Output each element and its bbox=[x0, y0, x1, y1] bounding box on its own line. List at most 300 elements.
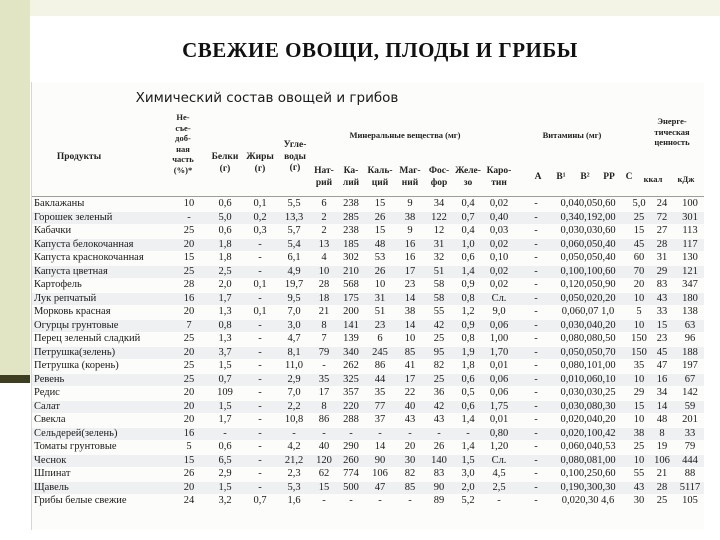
cell-pp: 10 bbox=[633, 454, 645, 466]
cell-p: 58 bbox=[433, 292, 445, 304]
cell-b: 0,010,060,10 bbox=[560, 373, 616, 385]
cell-w: 16 bbox=[183, 427, 195, 439]
cell-k: - bbox=[349, 427, 353, 439]
cell-c: 2,3 bbox=[287, 468, 301, 479]
row-product-name: Лук репчатый bbox=[34, 292, 97, 304]
cell-ca: 6 bbox=[377, 333, 383, 344]
header-ca: Каль- ций bbox=[367, 166, 393, 188]
cell-w: 25 bbox=[183, 225, 195, 236]
cell-ca: - bbox=[378, 495, 382, 506]
header-vit-a: А bbox=[534, 172, 542, 182]
cell-b: 0,030,030,60 bbox=[560, 225, 616, 236]
cell-b: 0,060,07 1,0 bbox=[561, 306, 615, 317]
cell-mg: 16 bbox=[404, 238, 416, 250]
cell-ca: 14 bbox=[374, 441, 386, 452]
cell-car: 1,20 bbox=[489, 441, 509, 452]
cell-w: 20 bbox=[183, 387, 195, 398]
cell-f: 0,1 bbox=[253, 198, 267, 209]
cell-pp: 10 bbox=[633, 414, 645, 425]
cell-na: 10 bbox=[318, 265, 330, 277]
cell-na: 35 bbox=[318, 373, 330, 385]
cell-a: - bbox=[534, 292, 538, 304]
cell-k: 238 bbox=[343, 198, 359, 209]
row-product-name: Горошек зеленый bbox=[34, 211, 113, 223]
cell-p: 95 bbox=[433, 346, 445, 358]
cell-k: 285 bbox=[343, 211, 359, 223]
cell-pp: 15 bbox=[633, 400, 645, 412]
cell-car: - bbox=[497, 495, 501, 506]
cell-kc: 24 bbox=[656, 198, 668, 209]
cell-kc: 28 bbox=[656, 481, 668, 493]
cell-f: - bbox=[258, 468, 262, 479]
cell-b: 0,190,300,30 bbox=[560, 481, 616, 493]
cell-na: - bbox=[322, 427, 326, 439]
cell-p: 36 bbox=[433, 387, 445, 398]
cell-fe: 1,4 bbox=[461, 414, 475, 425]
cell-kj: 130 bbox=[682, 252, 698, 263]
cell-b: 0,120,050,90 bbox=[560, 279, 616, 290]
cell-pr: 2,9 bbox=[218, 468, 232, 479]
cell-kc: 15 bbox=[656, 319, 668, 331]
cell-ca: 10 bbox=[374, 279, 386, 290]
cell-c: 21,2 bbox=[284, 454, 304, 466]
cell-w: 20 bbox=[183, 346, 195, 358]
cell-ca: 51 bbox=[374, 306, 386, 317]
cell-w: 26 bbox=[183, 468, 195, 479]
row-product-name: Шпинат bbox=[34, 468, 71, 479]
row-product-name: Чеснок bbox=[34, 454, 67, 466]
cell-fe: 0,5 bbox=[461, 387, 475, 398]
cell-k: 185 bbox=[343, 238, 359, 250]
header-minerals: Минеральные вещества (мг) bbox=[349, 130, 461, 140]
cell-fe: 1,5 bbox=[461, 454, 475, 466]
cell-fe: 0,4 bbox=[461, 198, 475, 209]
cell-a: - bbox=[534, 427, 538, 439]
cell-kj: 100 bbox=[682, 198, 698, 209]
cell-f: - bbox=[258, 333, 262, 344]
cell-kc: 106 bbox=[654, 454, 670, 466]
cell-f: - bbox=[258, 387, 262, 398]
header-vit-c: С bbox=[625, 172, 633, 182]
cell-pr: 1,7 bbox=[218, 414, 232, 425]
cell-mg: 23 bbox=[404, 279, 416, 290]
row-product-name: Свекла bbox=[34, 414, 66, 425]
cell-na: 15 bbox=[318, 481, 330, 493]
cell-na: 28 bbox=[318, 279, 330, 290]
cell-k: 220 bbox=[343, 400, 359, 412]
cell-kc: 34 bbox=[656, 387, 668, 398]
cell-k: 141 bbox=[343, 319, 359, 331]
cell-pr: 1,8 bbox=[218, 252, 232, 263]
cell-w: 25 bbox=[183, 265, 195, 277]
cell-na: 18 bbox=[318, 292, 330, 304]
cell-na: 7 bbox=[321, 333, 327, 344]
cell-ca: 86 bbox=[374, 360, 386, 371]
cell-car: 0,80 bbox=[489, 427, 509, 439]
cell-kj: 188 bbox=[682, 346, 698, 358]
cell-c: 3,0 bbox=[287, 319, 301, 331]
cell-kc: 19 bbox=[656, 441, 668, 452]
cell-kj: 444 bbox=[682, 454, 698, 466]
header-waste: Не- съе- доб- ная часть (%)* bbox=[172, 112, 194, 175]
cell-mg: 82 bbox=[404, 468, 416, 479]
cell-c: 4,9 bbox=[287, 265, 301, 277]
cell-k: 340 bbox=[343, 346, 359, 358]
cell-k: 200 bbox=[343, 306, 359, 317]
cell-f: - bbox=[258, 252, 262, 263]
cell-c: 7,0 bbox=[287, 387, 301, 398]
cell-k: - bbox=[349, 495, 353, 506]
cell-mg: 85 bbox=[404, 346, 416, 358]
cell-a: - bbox=[534, 454, 538, 466]
cell-pr: - bbox=[223, 427, 227, 439]
cell-f: 0,3 bbox=[253, 225, 267, 236]
cell-na: 17 bbox=[318, 387, 330, 398]
cell-kj: 180 bbox=[682, 292, 698, 304]
cell-k: 139 bbox=[343, 333, 359, 344]
row-product-name: Кабачки bbox=[34, 225, 72, 236]
cell-na: 8 bbox=[321, 400, 327, 412]
cell-k: 260 bbox=[343, 454, 359, 466]
cell-b: 0,030,030,25 bbox=[560, 387, 616, 398]
cell-kj: 138 bbox=[682, 306, 698, 317]
cell-p: 25 bbox=[433, 333, 445, 344]
cell-mg: 9 bbox=[407, 225, 413, 236]
cell-c: 5,7 bbox=[287, 225, 301, 236]
cell-fe: 0,6 bbox=[461, 252, 475, 263]
cell-fe: 0,9 bbox=[461, 319, 475, 331]
cell-p: 89 bbox=[433, 495, 445, 506]
cell-fe: 1,0 bbox=[461, 238, 475, 250]
cell-c: 19,7 bbox=[284, 279, 304, 290]
cell-ca: 15 bbox=[374, 198, 386, 209]
cell-a: - bbox=[534, 387, 538, 398]
cell-a: - bbox=[534, 414, 538, 425]
cell-kj: 79 bbox=[684, 441, 696, 452]
cell-na: 86 bbox=[318, 414, 330, 425]
cell-ca: 106 bbox=[372, 468, 388, 479]
cell-a: - bbox=[534, 373, 538, 385]
cell-car: 1,00 bbox=[489, 333, 509, 344]
header-carotene: Каро- тин bbox=[486, 166, 512, 188]
cell-pr: 1,8 bbox=[218, 238, 232, 250]
cell-b: 0,050,050,70 bbox=[560, 346, 616, 358]
row-product-name: Грибы белые свежие bbox=[34, 495, 127, 506]
cell-p: 12 bbox=[433, 225, 445, 236]
cell-ca: 35 bbox=[374, 387, 386, 398]
cell-na: 6 bbox=[321, 198, 327, 209]
cell-w: 20 bbox=[183, 414, 195, 425]
cell-pr: 3,7 bbox=[218, 346, 232, 358]
cell-pr: 3,2 bbox=[218, 495, 232, 506]
row-product-name: Редис bbox=[34, 387, 60, 398]
cell-k: 290 bbox=[343, 441, 359, 452]
cell-p: 42 bbox=[433, 400, 445, 412]
cell-ca: 77 bbox=[374, 400, 386, 412]
cell-ca: 47 bbox=[374, 481, 386, 493]
cell-kj: 113 bbox=[682, 225, 698, 236]
cell-pp: 38 bbox=[633, 427, 645, 439]
cell-na: 21 bbox=[318, 306, 330, 317]
cell-ca: - bbox=[378, 427, 382, 439]
cell-c: 4,2 bbox=[287, 441, 301, 452]
cell-w: 28 bbox=[183, 279, 195, 290]
cell-p: 34 bbox=[433, 198, 445, 209]
left-decor-rule bbox=[0, 375, 30, 383]
row-product-name: Картофель bbox=[34, 279, 82, 290]
cell-mg: - bbox=[408, 427, 412, 439]
cell-kj: 33 bbox=[684, 427, 696, 439]
cell-a: - bbox=[534, 238, 538, 250]
cell-c: 10,8 bbox=[284, 414, 304, 425]
cell-fe: 0,8 bbox=[461, 292, 475, 304]
cell-c: 9,5 bbox=[287, 292, 301, 304]
cell-car: 1,70 bbox=[489, 346, 509, 358]
cell-fe: 1,8 bbox=[461, 360, 475, 371]
header-protein: Белки (г) bbox=[211, 152, 239, 174]
row-product-name: Петрушка(зелень) bbox=[34, 346, 116, 358]
cell-fe: 2,0 bbox=[461, 481, 475, 493]
row-product-name: Огурцы грунтовые bbox=[34, 319, 119, 331]
cell-c: 7,0 bbox=[287, 306, 301, 317]
cell-w: 20 bbox=[183, 238, 195, 250]
cell-car: 0,02 bbox=[489, 238, 509, 250]
cell-pp: 150 bbox=[631, 346, 647, 358]
cell-kj: 96 bbox=[684, 333, 696, 344]
cell-pp: 150 bbox=[631, 333, 647, 344]
cell-kc: 23 bbox=[656, 333, 668, 344]
cell-car: 9,0 bbox=[492, 306, 506, 317]
cell-c: 8,1 bbox=[287, 346, 301, 358]
header-vit-pp: РР bbox=[603, 172, 615, 182]
cell-w: 15 bbox=[183, 454, 195, 466]
header-energy: Энерге- тическая ценность bbox=[654, 116, 690, 147]
cell-f: 0,7 bbox=[253, 495, 267, 506]
cell-p: 83 bbox=[433, 468, 445, 479]
cell-w: 25 bbox=[183, 333, 195, 344]
cell-a: - bbox=[534, 495, 538, 506]
cell-k: 302 bbox=[343, 252, 359, 263]
cell-kc: 31 bbox=[656, 252, 668, 263]
cell-b: 0,080,101,00 bbox=[560, 360, 616, 371]
cell-w: - bbox=[187, 211, 191, 223]
cell-ca: 245 bbox=[372, 346, 388, 358]
cell-car: Сл. bbox=[491, 454, 507, 466]
cell-k: 210 bbox=[343, 265, 359, 277]
cell-ca: 90 bbox=[374, 454, 386, 466]
cell-f: - bbox=[258, 373, 262, 385]
cell-ca: 23 bbox=[374, 319, 386, 331]
cell-car: 0,02 bbox=[489, 279, 509, 290]
cell-car: 0,06 bbox=[489, 373, 509, 385]
cell-na: 2 bbox=[321, 225, 327, 236]
cell-c: 5,5 bbox=[287, 198, 301, 209]
cell-f: - bbox=[258, 454, 262, 466]
cell-car: 0,01 bbox=[489, 414, 509, 425]
cell-kc: 45 bbox=[656, 346, 668, 358]
cell-a: - bbox=[534, 346, 538, 358]
table-header-rule bbox=[32, 196, 704, 197]
header-products: Продукты bbox=[56, 152, 102, 162]
cell-ca: 15 bbox=[374, 225, 386, 236]
cell-na: - bbox=[322, 495, 326, 506]
cell-fe: 5,2 bbox=[461, 495, 475, 506]
cell-kc: 25 bbox=[656, 495, 668, 506]
cell-k: 288 bbox=[343, 414, 359, 425]
cell-fe: - bbox=[466, 427, 470, 439]
row-product-name: Салат bbox=[34, 400, 60, 412]
cell-k: 774 bbox=[343, 468, 359, 479]
header-fat: Жиры (г) bbox=[246, 152, 274, 174]
cell-p: 43 bbox=[433, 414, 445, 425]
cell-w: 20 bbox=[183, 400, 195, 412]
cell-w: 15 bbox=[183, 252, 195, 263]
cell-mg: 85 bbox=[404, 481, 416, 493]
cell-car: 1,75 bbox=[489, 400, 509, 412]
cell-na: - bbox=[322, 360, 326, 371]
cell-pp: 29 bbox=[633, 387, 645, 398]
cell-w: 25 bbox=[183, 373, 195, 385]
header-vit-b2: В² bbox=[580, 172, 590, 182]
cell-pr: 109 bbox=[217, 387, 233, 398]
cell-pr: 0,6 bbox=[218, 225, 232, 236]
cell-kc: 21 bbox=[656, 468, 668, 479]
cell-fe: 3,0 bbox=[461, 468, 475, 479]
cell-c: 2,2 bbox=[287, 400, 301, 412]
cell-ca: 53 bbox=[374, 252, 386, 263]
cell-b: 0,020,30 4,6 bbox=[561, 495, 615, 506]
row-product-name: Томаты грунтовые bbox=[34, 441, 117, 452]
cell-f: - bbox=[258, 238, 262, 250]
header-mg: Маг- ний bbox=[399, 166, 421, 188]
cell-f: 0,2 bbox=[253, 211, 267, 223]
cell-p: 26 bbox=[433, 441, 445, 452]
cell-kc: 8 bbox=[659, 427, 665, 439]
cell-a: - bbox=[534, 333, 538, 344]
cell-k: 175 bbox=[343, 292, 359, 304]
cell-w: 7 bbox=[186, 319, 192, 331]
cell-kc: 27 bbox=[656, 225, 668, 236]
cell-kc: 33 bbox=[656, 306, 668, 317]
cell-a: - bbox=[534, 481, 538, 493]
cell-kc: 14 bbox=[656, 400, 668, 412]
cell-k: 568 bbox=[343, 279, 359, 290]
cell-mg: 9 bbox=[407, 198, 413, 209]
cell-ca: 44 bbox=[374, 373, 386, 385]
cell-p: 42 bbox=[433, 319, 445, 331]
cell-mg: 40 bbox=[404, 400, 416, 412]
cell-a: - bbox=[534, 225, 538, 236]
cell-pp: 15 bbox=[633, 225, 645, 236]
cell-kc: 16 bbox=[656, 373, 668, 385]
cell-na: 13 bbox=[318, 238, 330, 250]
cell-na: 2 bbox=[321, 211, 327, 223]
cell-b: 0,020,040,20 bbox=[560, 414, 616, 425]
cell-pp: 45 bbox=[633, 238, 645, 250]
cell-w: 24 bbox=[183, 495, 195, 506]
cell-c: - bbox=[292, 427, 296, 439]
left-decor-bar-bottom bbox=[0, 375, 30, 540]
cell-p: - bbox=[437, 427, 441, 439]
cell-pp: 20 bbox=[633, 279, 645, 290]
cell-kc: 72 bbox=[656, 211, 668, 223]
cell-na: 120 bbox=[316, 454, 332, 466]
cell-kj: 121 bbox=[682, 265, 698, 277]
cell-a: - bbox=[534, 400, 538, 412]
cell-pr: 1,3 bbox=[218, 333, 232, 344]
cell-p: 82 bbox=[433, 360, 445, 371]
cell-p: 122 bbox=[431, 211, 447, 223]
cell-pp: 25 bbox=[633, 211, 645, 223]
header-p: Фос- фор bbox=[428, 166, 450, 188]
cell-kc: 43 bbox=[656, 292, 668, 304]
cell-a: - bbox=[534, 265, 538, 277]
cell-a: - bbox=[534, 360, 538, 371]
row-product-name: Перец зеленый сладкий bbox=[34, 333, 141, 344]
cell-kj: 197 bbox=[682, 360, 698, 371]
cell-car: 0,01 bbox=[489, 360, 509, 371]
cell-a: - bbox=[534, 279, 538, 290]
cell-na: 79 bbox=[318, 346, 330, 358]
cell-pr: 1,5 bbox=[218, 481, 232, 493]
cell-c: 1,6 bbox=[287, 495, 301, 506]
cell-pp: 70 bbox=[633, 265, 645, 277]
cell-b: 0,030,080,30 bbox=[560, 400, 616, 412]
cell-kj: 301 bbox=[682, 211, 698, 223]
cell-f: - bbox=[258, 427, 262, 439]
cell-pp: 10 bbox=[633, 319, 645, 331]
cell-kj: 59 bbox=[684, 400, 696, 412]
cell-pp: 30 bbox=[633, 495, 645, 506]
cell-b: 0,080,081,00 bbox=[560, 454, 616, 466]
cell-pp: 10 bbox=[633, 292, 645, 304]
cell-pp: 60 bbox=[633, 252, 645, 263]
cell-a: - bbox=[534, 319, 538, 331]
cell-na: 40 bbox=[318, 441, 330, 452]
cell-a: - bbox=[534, 198, 538, 209]
cell-ca: 26 bbox=[374, 211, 386, 223]
cell-mg: 22 bbox=[404, 387, 416, 398]
cell-kj: 5117 bbox=[679, 481, 701, 493]
cell-mg: - bbox=[408, 495, 412, 506]
cell-na: 62 bbox=[318, 468, 330, 479]
cell-k: 238 bbox=[343, 225, 359, 236]
cell-mg: 14 bbox=[404, 319, 416, 331]
cell-f: - bbox=[258, 360, 262, 371]
cell-p: 140 bbox=[431, 454, 447, 466]
cell-car: 0,40 bbox=[489, 211, 509, 223]
cell-kj: 67 bbox=[684, 373, 696, 385]
cell-a: - bbox=[534, 468, 538, 479]
cell-pp: 25 bbox=[633, 441, 645, 452]
cell-kc: 28 bbox=[656, 238, 668, 250]
cell-mg: 17 bbox=[404, 265, 416, 277]
cell-ca: 37 bbox=[374, 414, 386, 425]
cell-pp: 35 bbox=[633, 360, 645, 371]
cell-kc: 83 bbox=[656, 279, 668, 290]
cell-w: 10 bbox=[183, 198, 195, 209]
cell-w: 25 bbox=[183, 360, 195, 371]
cell-pr: 1,5 bbox=[218, 360, 232, 371]
cell-f: - bbox=[258, 292, 262, 304]
cell-p: 55 bbox=[433, 306, 445, 317]
cell-w: 20 bbox=[183, 306, 195, 317]
cell-b: 0,060,040,53 bbox=[560, 441, 616, 452]
cell-fe: 0,9 bbox=[461, 279, 475, 290]
cell-b: 0,080,080,50 bbox=[560, 333, 616, 344]
cell-b: 0,050,020,20 bbox=[560, 292, 616, 304]
cell-mg: 10 bbox=[404, 333, 416, 344]
